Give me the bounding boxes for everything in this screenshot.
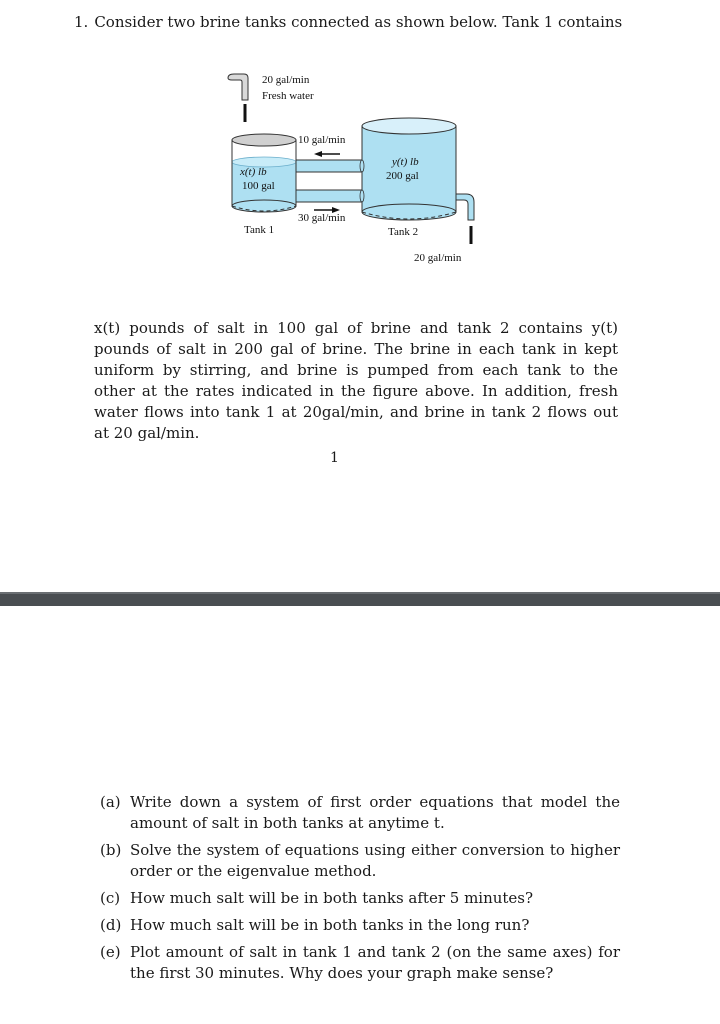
inflow-faucet xyxy=(228,74,248,100)
question-label: (c) xyxy=(100,889,121,907)
pipe-bottom xyxy=(296,190,364,202)
question-b xyxy=(100,840,620,882)
question-label: (d) xyxy=(100,916,122,934)
question-label: (b) xyxy=(100,841,122,859)
problem-statement xyxy=(74,12,622,32)
question-a xyxy=(100,792,620,834)
tank2-volume-label: 200 gal xyxy=(386,170,419,182)
tank-2 xyxy=(362,118,456,220)
question-text: How much salt will be in both tanks in the long run? xyxy=(130,916,530,934)
pipe-top-rate-label: 10 gal/min xyxy=(298,134,346,146)
problem-intro: Consider two brine tanks connected as shown below. Tank 1 contains xyxy=(94,13,623,31)
tank1-volume-label: 100 gal xyxy=(242,180,275,192)
problem-paragraph: x(t) pounds of salt in 100 gal of brine and tank 2 contains y(t) pounds of salt in 200 gal of brine. The brine in each tank in kept uniform by stirring, and brine is pumped from each tank to the other at the rates indicated in the figure above. In addition, fresh water flows into tank 1 at 20gal/min, and brine in tank 2 flows out at 20 gal/min. xyxy=(94,319,618,442)
tank1-amount-label: x(t) lb xyxy=(240,166,267,178)
tank2-name-label: Tank 2 xyxy=(388,226,419,238)
question-text: How much salt will be in both tanks after 5 minutes? xyxy=(130,889,534,907)
page-separator xyxy=(0,592,720,606)
question-label: (e) xyxy=(100,943,121,961)
question-text: Write down a system of first order equations that model the amount of salt in both tanks at anytime t. xyxy=(130,793,620,832)
inflow-rate-label: 20 gal/min xyxy=(262,74,310,86)
question-list xyxy=(100,792,620,990)
outflow-rate-label: 20 gal/min xyxy=(414,252,462,264)
question-d xyxy=(100,915,620,936)
question-e xyxy=(100,942,620,984)
tank1-name-label: Tank 1 xyxy=(244,224,275,236)
problem-number: 1. xyxy=(74,13,89,31)
question-label: (a) xyxy=(100,793,121,811)
pipe-top xyxy=(296,160,364,172)
page-2 xyxy=(0,606,720,1024)
outflow-pipe xyxy=(456,194,474,220)
brine-tanks-diagram xyxy=(222,70,486,270)
inflow-source-label: Fresh water xyxy=(262,90,314,102)
question-text: Solve the system of equations using either conversion to higher order or the eigenvalue method. xyxy=(130,841,620,880)
page-number: 1 xyxy=(330,450,339,466)
question-c xyxy=(100,888,620,909)
tank2-amount-label: y(t) lb xyxy=(392,156,419,168)
question-text: Plot amount of salt in tank 1 and tank 2 (on the same axes) for the first 30 minutes. Why does your graph make sense? xyxy=(130,943,620,982)
pipe-bottom-rate-label: 30 gal/min xyxy=(298,212,346,224)
